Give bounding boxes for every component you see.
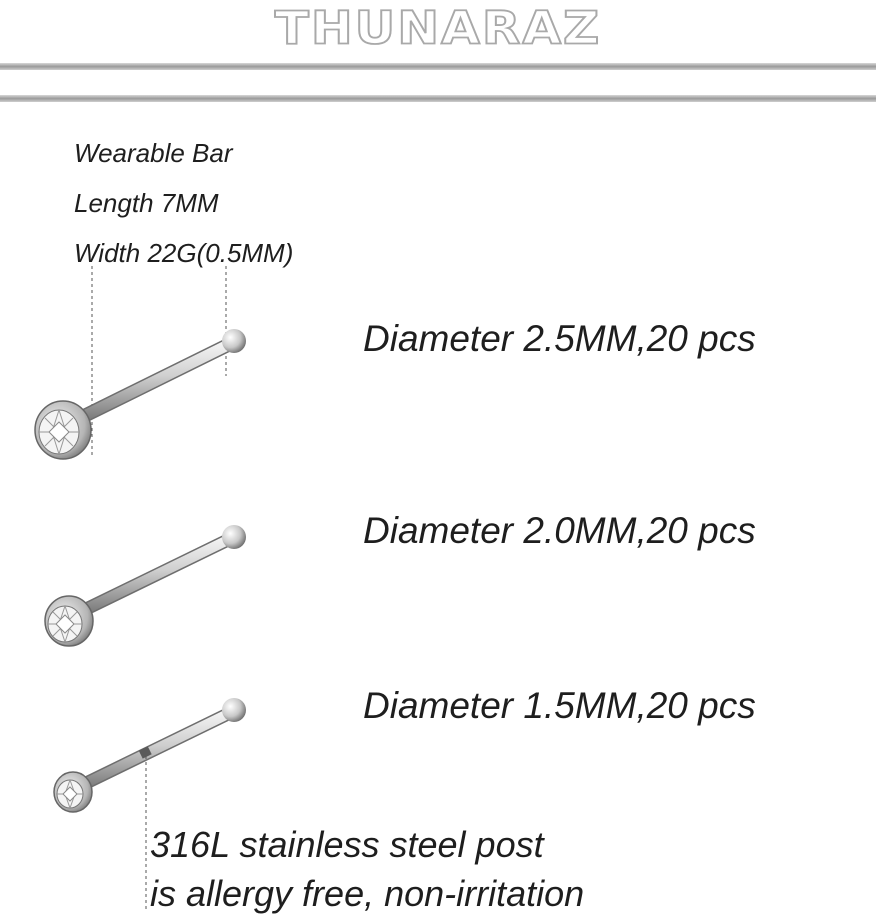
brand-logo-text: THUNARAZ <box>274 1 602 55</box>
material-note-line-1: 316L stainless steel post <box>150 824 544 865</box>
variant-label-2-0mm: Diameter 2.0MM,20 pcs <box>363 510 756 551</box>
nose-stud-1-5mm <box>54 698 246 812</box>
variant-label-2-5mm: Diameter 2.5MM,20 pcs <box>363 318 756 359</box>
stud-end-ball <box>222 698 246 722</box>
spec-length: Length 7MM <box>74 188 219 218</box>
stud-end-ball <box>222 329 246 353</box>
nose-stud-2-5mm <box>35 329 246 459</box>
material-note-line-2: is allergy free, non-irritation <box>150 873 585 914</box>
nose-stud-2-0mm <box>45 525 246 646</box>
spec-width: Width 22G(0.5MM) <box>74 238 294 268</box>
spec-wearable-bar: Wearable Bar <box>74 138 233 168</box>
stud-end-ball <box>222 525 246 549</box>
variant-label-1-5mm: Diameter 1.5MM,20 pcs <box>363 685 756 726</box>
